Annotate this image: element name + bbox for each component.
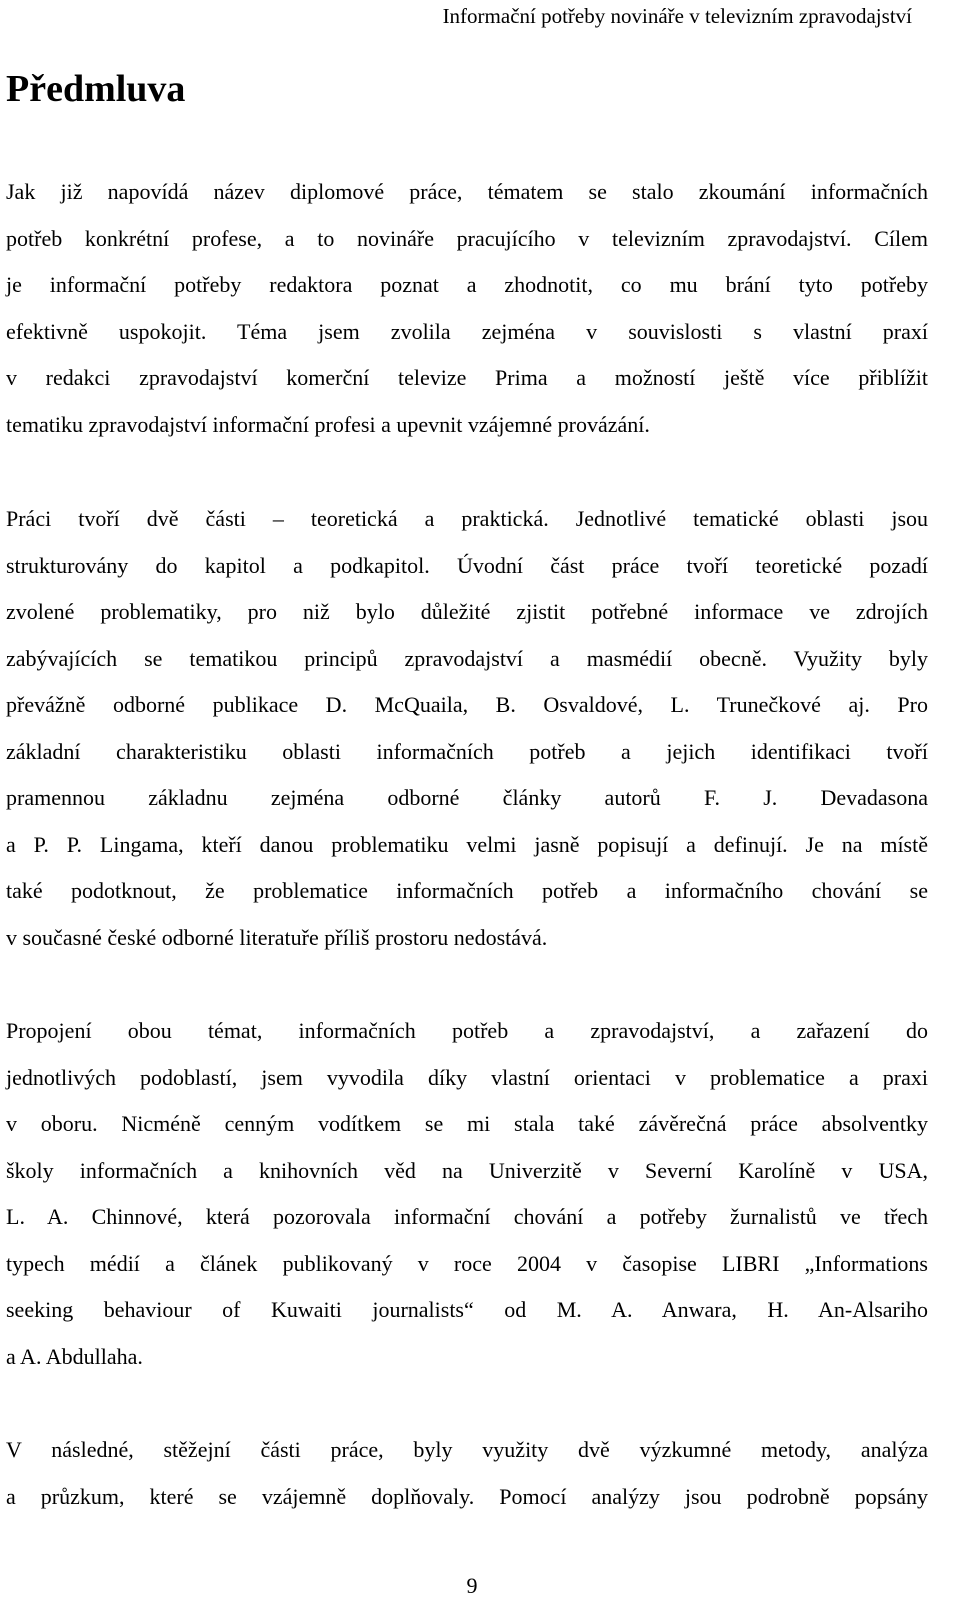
text-line: jednotlivých podoblastí, jsem vyvodila díky vlastní orientaci v problematice a praxi	[6, 1064, 928, 1090]
text-line: Jak již napovídá název diplomové práce, tématem se stalo zkoumání informačních	[6, 179, 928, 204]
text-line: zabývajících se tematikou principů zpravodajství a masmédií obecně. Využity byly	[6, 645, 928, 671]
section-heading: Předmluva	[6, 68, 186, 110]
running-header: Informační potřeby novináře v televizním zpravodajství	[442, 4, 912, 28]
page-number: 9	[466, 1573, 478, 1598]
text-line: pramennou základnu zejména odborné články autorů F. J. Devadasona	[6, 785, 928, 810]
text-line: typech médií a článek publikovaný v roce 2004 v časopise LIBRI „Informations	[6, 1250, 928, 1276]
text-line: V následné, stěžejní části práce, byly využity dvě výzkumné metody, analýza	[6, 1437, 928, 1462]
paragraph-sources	[6, 1008, 928, 1380]
paragraph-methods	[6, 1427, 928, 1520]
text-line: potřeb konkrétní profese, a to novináře pracujícího v televizním zpravodajství. Cílem	[6, 225, 928, 251]
text-line: převážně odborné publikace D. McQuaila, B. Osvaldové, L. Trunečkové aj. Pro	[6, 692, 928, 717]
text-line: je informační potřeby redaktora poznat a zhodnotit, co mu brání tyto potřeby	[6, 272, 928, 297]
text-line: tematiku zpravodajství informační profesi a upevnit vzájemné provázání.	[6, 411, 650, 437]
text-line: v redakci zpravodajství komerční televize Prima a možností ještě více přiblížit	[6, 365, 928, 390]
text-line: Propojení obou témat, informačních potřeb a zpravodajství, a zařazení do	[6, 1018, 928, 1043]
text-line: v současné české odborné literatuře příliš prostoru nedostává.	[6, 924, 548, 950]
text-line: Práci tvoří dvě části – teoretická a praktická. Jednotlivé tematické oblasti jsou	[6, 506, 928, 531]
text-line: také podotknout, že problematice informačních potřeb a informačního chování se	[6, 878, 928, 903]
text-line: a průzkum, které se vzájemně doplňovaly. Pomocí analýzy jsou podrobně popsány	[6, 1483, 928, 1509]
text-line: L. A. Chinnové, která pozorovala informační chování a potřeby žurnalistů ve třech	[6, 1204, 928, 1229]
paragraph-structure	[6, 496, 928, 961]
text-line: základní charakteristiku oblasti informačních potřeb a jejich identifikaci tvoří	[6, 738, 928, 764]
text-line: efektivně uspokojit. Téma jsem zvolila zejména v souvislosti s vlastní praxí	[6, 318, 928, 344]
text-line: a A. Abdullaha.	[6, 1343, 143, 1369]
text-line: strukturovány do kapitol a podkapitol. Úvodní část práce tvoří teoretické pozadí	[6, 552, 928, 578]
text-line: a P. P. Lingama, kteří danou problematiku velmi jasně popisují a definují. Je na místě	[6, 831, 928, 857]
text-line: školy informačních a knihovních věd na Univerzitě v Severní Karolíně v USA,	[6, 1157, 928, 1183]
text-line: v oboru. Nicméně cenným vodítkem se mi stala také závěrečná práce absolventky	[6, 1111, 928, 1136]
text-line: seeking behaviour of Kuwaiti journalists“ od M. A. Anwara, H. An-Alsariho	[6, 1297, 928, 1322]
text-line: zvolené problematiky, pro niž bylo důležité zjistit potřebné informace ve zdrojích	[6, 599, 928, 624]
paragraph-intro	[6, 169, 928, 448]
